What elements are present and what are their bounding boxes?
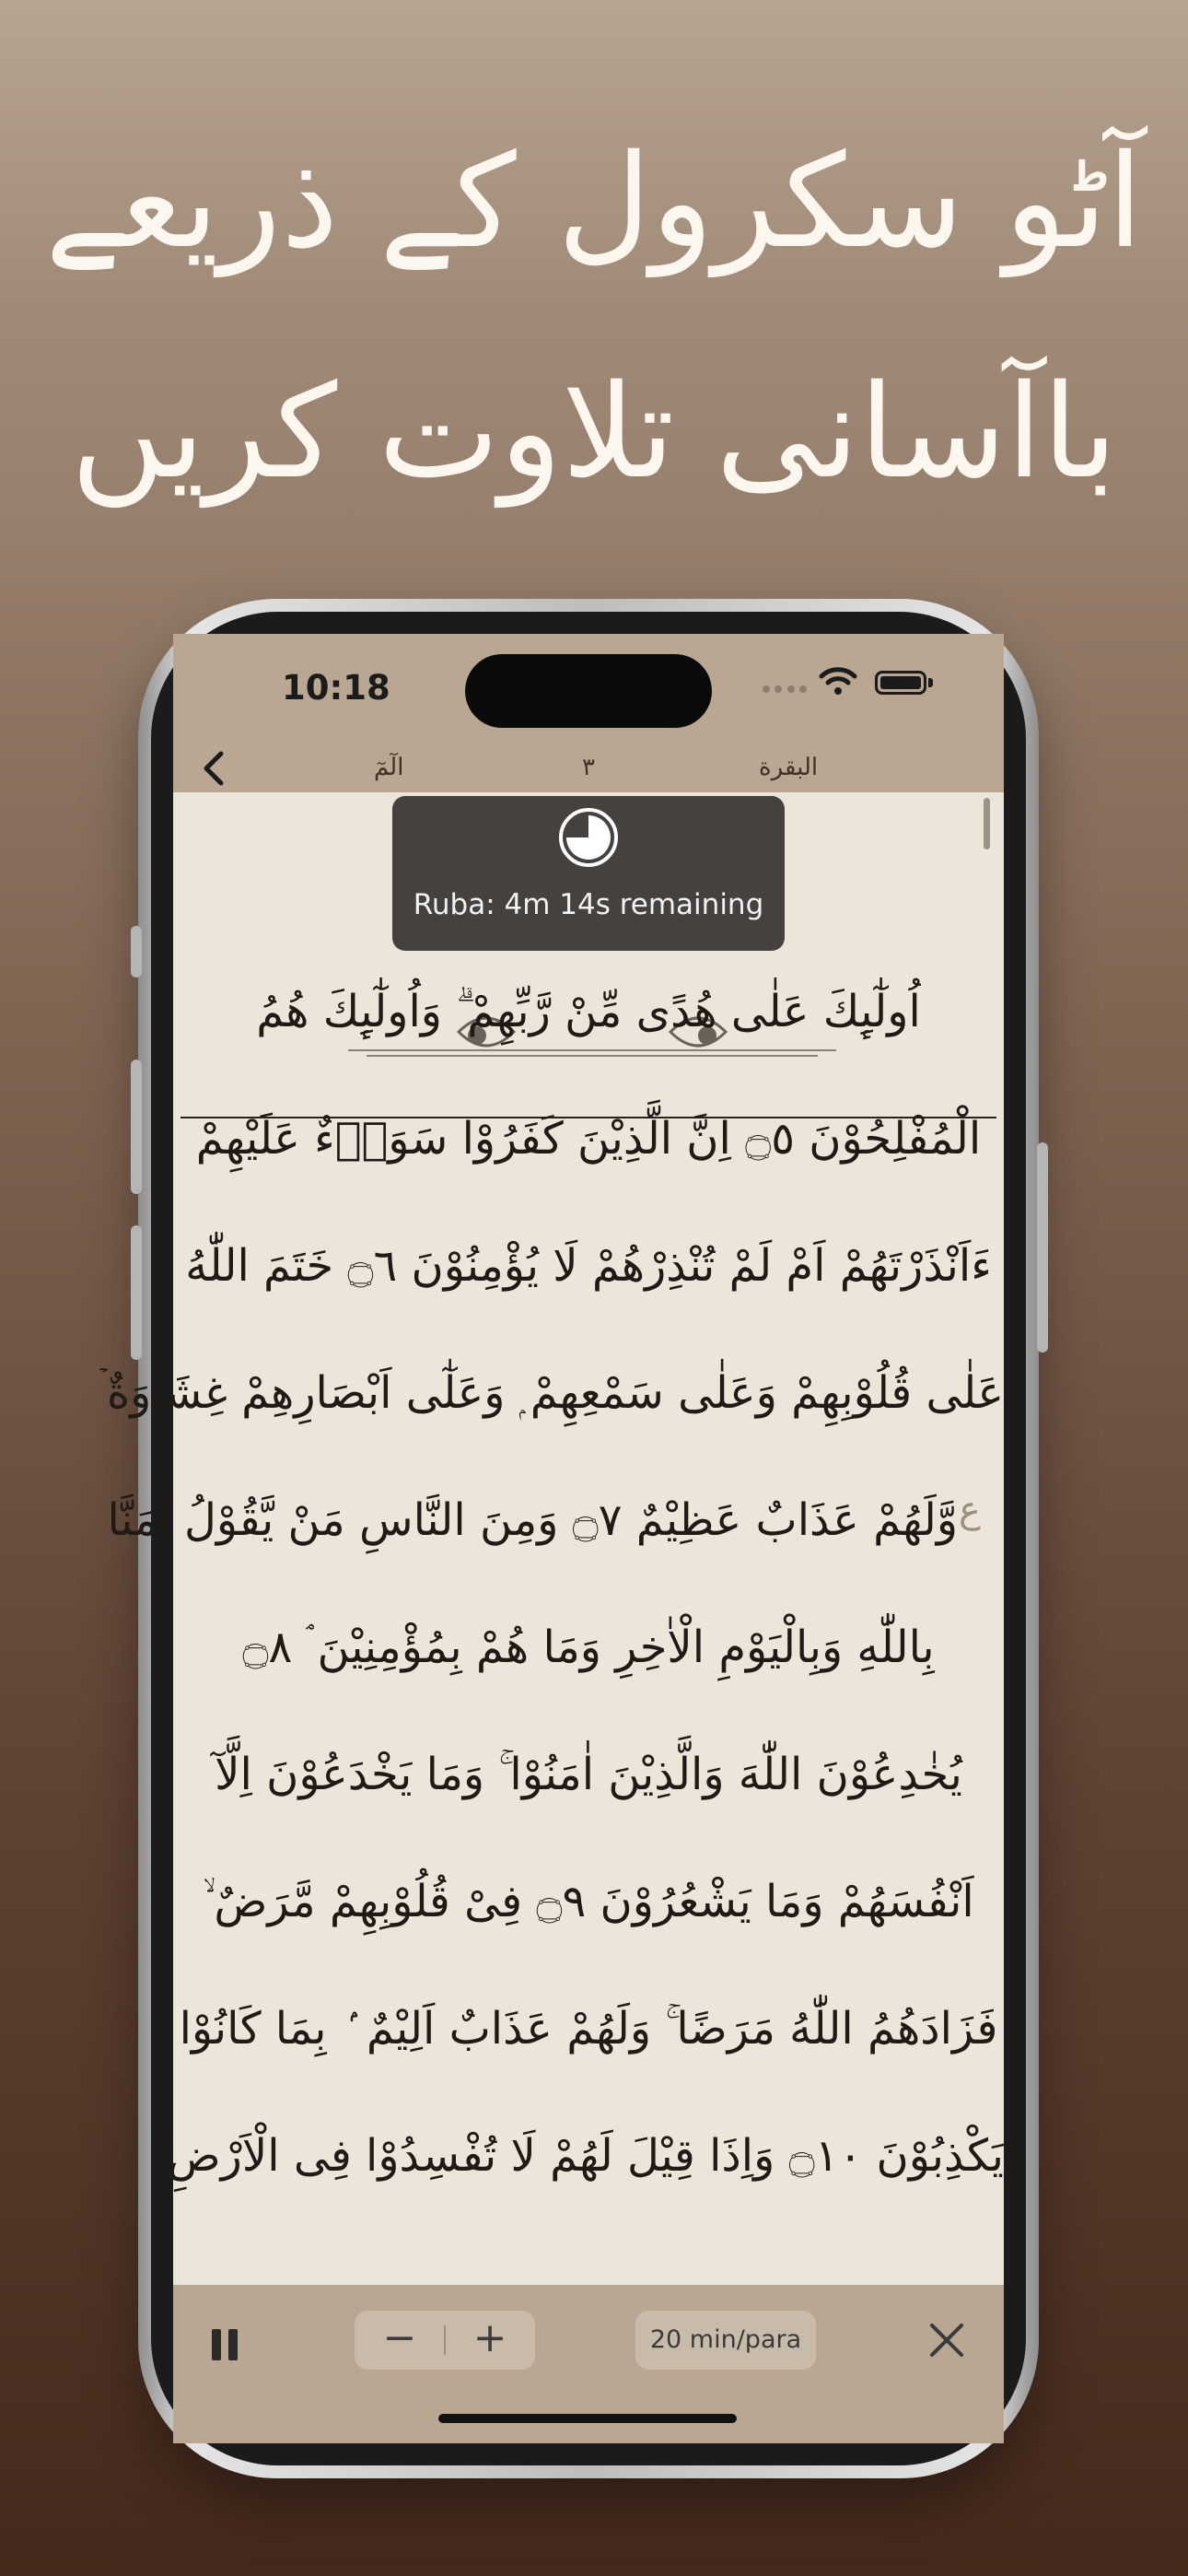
speed-stepper xyxy=(355,2311,535,2370)
verse-line: وَّلَهُمْ عَذَابٌ عَظِيْمٌ ۝٧ وَمِنَ النَّاسِ مَنْ يَّقُوْلُ اٰمَنَّا xyxy=(107,1494,958,1546)
pause-button[interactable] xyxy=(212,2329,239,2360)
volume-up-button xyxy=(131,1060,142,1194)
status-time: 10:18 xyxy=(282,668,390,708)
verse-line: يُخٰدِعُوْنَ اللّٰهَ وَالَّذِيْنَ اٰمَنُوْا ۚ وَمَا يَخْدَعُوْنَ اِلَّآ xyxy=(215,1749,962,1800)
verse-line: اُولٰٓىِٕكَ عَلٰى هُدًى مِّنْ رَّبِّهِمْ ۗ وَاُولٰٓىِٕكَ هُمُ xyxy=(256,986,921,1037)
verse-line: يَكْذِبُوْنَ ۝١٠ وَاِذَا قِيْلَ لَهُمْ لَا تُفْسِدُوْا فِى الْاَرْضِ ۙ xyxy=(156,2130,1004,2182)
verse-line: بِاللّٰهِ وَبِالْيَوْمِ الْاٰخِرِ وَمَا هُمْ بِمُؤْمِنِيْنَ ۘ ۝٨ xyxy=(242,1622,935,1673)
chevron-left-icon xyxy=(201,750,227,787)
verse-line: ءَاَنْذَرْتَهُمْ اَمْ لَمْ تُنْذِرْهُمْ لَا يُؤْمِنُوْنَ ۝٦ خَتَمَ اللّٰهُ xyxy=(185,1240,992,1292)
page-number: ٣ xyxy=(582,754,595,781)
home-indicator[interactable] xyxy=(438,2414,737,2423)
decrease-speed-button[interactable]: − xyxy=(382,2314,417,2361)
increase-speed-button[interactable]: + xyxy=(472,2314,507,2361)
verse-line: اَنْفُسَهُمْ وَمَا يَشْعُرُوْنَ ۝٩ فِىْ قُلُوْبِهِمْ مَّرَضٌ ۙ xyxy=(203,1876,974,1927)
remaining-time-text: Ruba: 4m 14s remaining xyxy=(413,888,764,921)
timer-pie-icon xyxy=(558,807,619,868)
verse-line: الْمُفْلِحُوْنَ ۝٥ اِنَّ الَّذِيْنَ كَفَرُوْا سَوَاۗءٌ عَلَيْهِمْ xyxy=(195,1113,982,1165)
ruku-marker: ع xyxy=(959,1489,981,1531)
auto-scroll-hud xyxy=(392,796,785,951)
top-bar xyxy=(173,634,1004,792)
ringer-switch xyxy=(131,926,142,978)
surah-label[interactable]: البقرة xyxy=(759,754,819,781)
signal-dots-icon xyxy=(763,685,807,693)
volume-down-button xyxy=(131,1225,142,1360)
speed-selector[interactable]: 20 min/para xyxy=(635,2311,816,2370)
app-screen xyxy=(95,634,1004,2443)
wifi-icon xyxy=(818,662,858,702)
auto-scroll-controls xyxy=(173,2285,1004,2443)
battery-icon xyxy=(875,671,926,695)
power-button xyxy=(1037,1142,1048,1352)
dynamic-island xyxy=(465,654,712,728)
pause-icon xyxy=(212,2329,221,2360)
verse-line: فَزَادَهُمُ اللّٰهُ مَرَضًا ۚ وَلَهُمْ عَذَابٌ اَلِيْمٌ ۢ بِمَا كَانُوْا xyxy=(179,2003,998,2055)
verse-line: عَلٰى قُلُوْبِهِمْ وَعَلٰى سَمْعِهِمْ ۭ وَعَلٰٓى اَبْصَارِهِمْ غِشَاوَةٌ ۡ xyxy=(95,1367,1004,1419)
headline-line-1: آٹو سکرول کے ذریعے xyxy=(44,127,1144,277)
back-button[interactable] xyxy=(195,750,232,787)
headline-line-2: باآسانی تلاوت کریں xyxy=(70,357,1118,508)
para-label[interactable]: الٓمٓ xyxy=(374,754,404,781)
close-icon[interactable] xyxy=(928,2322,965,2359)
scrollbar[interactable] xyxy=(984,798,990,849)
